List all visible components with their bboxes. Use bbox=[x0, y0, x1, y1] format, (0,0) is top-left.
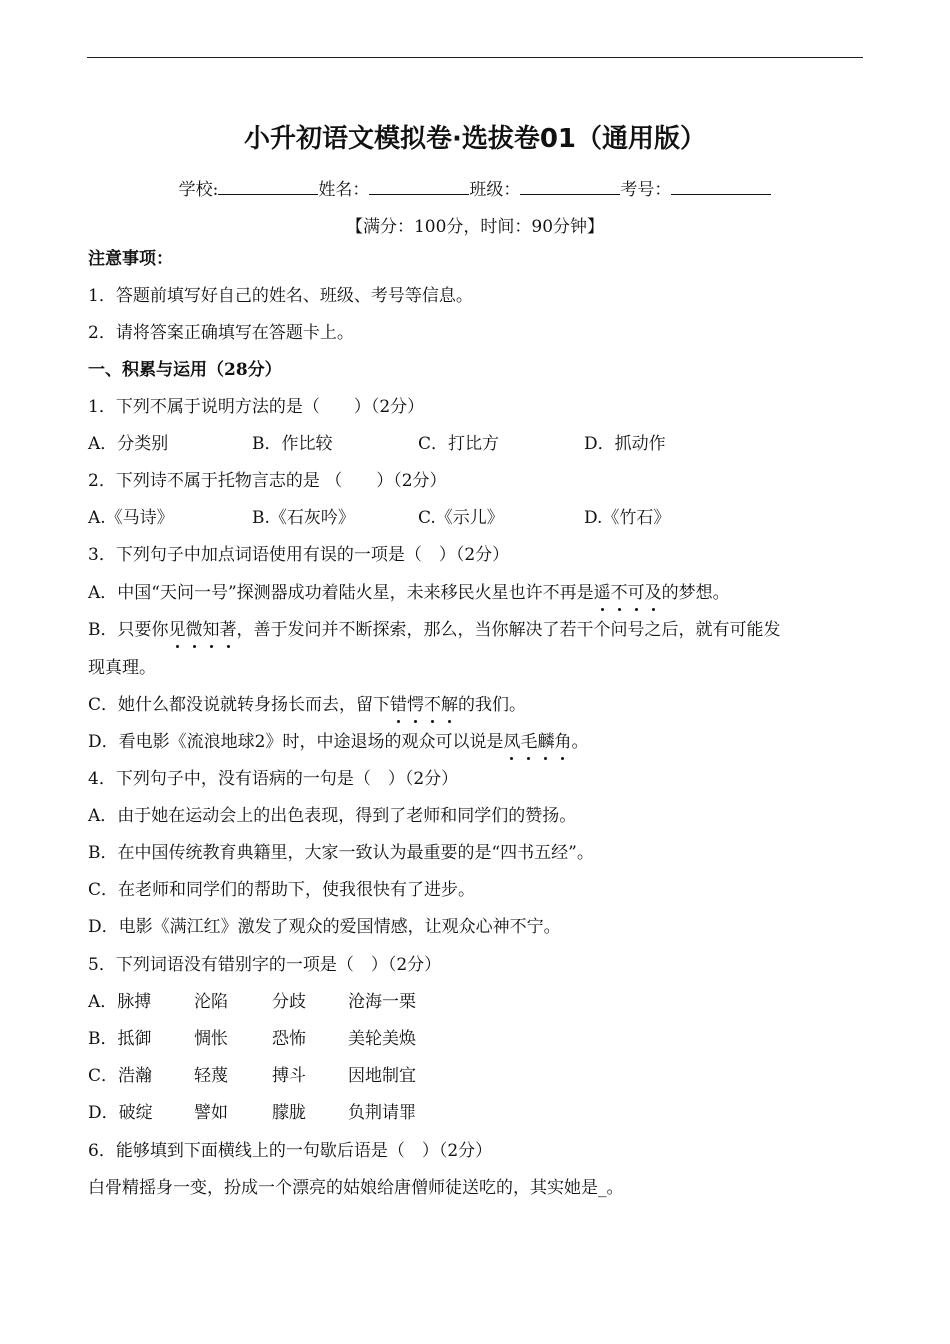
q5-d-word-2: 譬如 bbox=[194, 1103, 228, 1123]
header-rule bbox=[87, 57, 863, 58]
school-label: 学校: bbox=[178, 180, 219, 200]
emphasis-char-1: 遥 bbox=[593, 583, 611, 603]
emphasis-char-1: 凤 bbox=[503, 732, 521, 752]
q4-option-a[interactable]: A．由于她在运动会上的出色表现，得到了老师和同学们的赞扬。 bbox=[88, 806, 577, 826]
q2-option-a[interactable]: A.《马诗》 bbox=[88, 508, 174, 528]
q3-option-a[interactable] bbox=[88, 583, 730, 603]
q5-b-word-3: 恐怖 bbox=[272, 1029, 306, 1049]
exam-no-label: 考号： bbox=[620, 180, 672, 200]
q2-option-b[interactable]: B.《石灰吟》 bbox=[252, 508, 355, 528]
q5-d-word-3: 朦胧 bbox=[272, 1103, 306, 1123]
q4-option-c[interactable]: C．在老师和同学们的帮助下，使我很快有了进步。 bbox=[88, 880, 476, 900]
emphasis-char-3: 麟 bbox=[537, 732, 555, 752]
q5-b-word-2: 惆怅 bbox=[194, 1029, 228, 1049]
q3-option-b-cont: 现真理。 bbox=[88, 658, 156, 678]
emphasis-char-2: 不 bbox=[610, 583, 628, 603]
name-blank[interactable] bbox=[369, 178, 469, 195]
q5-stem: 5．下列词语没有错别字的一项是（ ）（2分） bbox=[88, 955, 442, 975]
q3-b-text: B．只要你 bbox=[88, 620, 169, 640]
q3-d-text-end: 。 bbox=[571, 732, 589, 752]
q3-d-dotted-word bbox=[503, 732, 571, 752]
class-blank[interactable] bbox=[520, 178, 620, 195]
emphasis-char-3: 不 bbox=[424, 695, 442, 715]
q5-a-word-2: 沦陷 bbox=[194, 992, 228, 1012]
q1-option-d[interactable]: D．抓动作 bbox=[584, 434, 666, 454]
q1-stem: 1．下列不属于说明方法的是（ ）（2分） bbox=[88, 397, 425, 417]
q5-c-word-2: 轻蔑 bbox=[194, 1066, 228, 1086]
q1-option-b[interactable]: B．作比较 bbox=[252, 434, 333, 454]
notice-item-1: 1．答题前填写好自己的姓名、班级、考号等信息。 bbox=[88, 286, 473, 306]
student-info-row bbox=[0, 175, 950, 200]
q3-c-text: C．她什么都没说就转身扬长而去，留下 bbox=[88, 695, 391, 715]
q4-option-d[interactable]: D．电影《满江红》激发了观众的爱国情感，让观众心神不宁。 bbox=[88, 917, 561, 937]
q5-c-word-3: 搏斗 bbox=[272, 1066, 306, 1086]
q1-option-c[interactable]: C．打比方 bbox=[418, 434, 500, 454]
emphasis-char-4: 角 bbox=[554, 732, 572, 752]
q5-b-word-1: B．抵御 bbox=[88, 1029, 152, 1049]
q3-option-c[interactable] bbox=[88, 695, 526, 715]
emphasis-char-3: 可 bbox=[627, 583, 645, 603]
exam-no-blank[interactable] bbox=[671, 178, 771, 195]
emphasis-char-2: 愕 bbox=[407, 695, 425, 715]
q3-a-dotted-word bbox=[594, 583, 662, 603]
emphasis-char-1: 错 bbox=[390, 695, 408, 715]
q4-stem: 4．下列句子中，没有语病的一句是（ ）（2分） bbox=[88, 769, 459, 789]
score-time: 【满分：100分，时间：90分钟】 bbox=[345, 217, 605, 237]
q3-b-dotted-word bbox=[169, 620, 237, 640]
emphasis-char-1: 见 bbox=[168, 620, 186, 640]
name-label: 姓名： bbox=[318, 180, 370, 200]
q2-option-d[interactable]: D.《竹石》 bbox=[584, 508, 671, 528]
class-label: 班级： bbox=[469, 180, 521, 200]
q6-text: 白骨精摇身一变，扮成一个漂亮的姑娘给唐僧师徒送吃的，其实她是_。 bbox=[88, 1178, 624, 1198]
q5-a-word-4: 沧海一栗 bbox=[348, 992, 416, 1012]
q3-option-b[interactable] bbox=[88, 620, 781, 640]
q3-d-text: D．看电影《流浪地球2》时，中途退场的观众可以说是 bbox=[88, 732, 504, 752]
q5-d-word-1: D．破绽 bbox=[88, 1103, 153, 1123]
q3-b-text-end: ，善于发问并不断探索，那么，当你解决了若干个问号之后，就有可能发 bbox=[236, 620, 781, 640]
q5-d-word-4: 负荆请罪 bbox=[348, 1103, 416, 1123]
q5-c-word-1: C．浩瀚 bbox=[88, 1066, 153, 1086]
school-blank[interactable] bbox=[218, 178, 318, 195]
q2-option-c[interactable]: C.《示儿》 bbox=[418, 508, 504, 528]
q1-option-a[interactable]: A．分类别 bbox=[88, 434, 169, 454]
q3-a-text: A．中国“天问一号”探测器成功着陆火星，未来移民火星也许不再是 bbox=[88, 583, 594, 603]
emphasis-char-4: 解 bbox=[441, 695, 459, 715]
emphasis-char-2: 微 bbox=[185, 620, 203, 640]
emphasis-char-3: 知 bbox=[202, 620, 220, 640]
q6-stem: 6．能够填到下面横线上的一句歇后语是（ ）（2分） bbox=[88, 1141, 493, 1161]
page-title: 小升初语文模拟卷·选拔卷01（通用版） bbox=[243, 124, 707, 154]
emphasis-char-4: 及 bbox=[644, 583, 662, 603]
q4-option-b[interactable]: B．在中国传统教育典籍里，大家一致认为最重要的是“四书五经”。 bbox=[88, 843, 594, 863]
q3-a-text-end: 的梦想。 bbox=[661, 583, 730, 603]
emphasis-char-2: 毛 bbox=[520, 732, 538, 752]
q3-option-d[interactable] bbox=[88, 732, 588, 752]
q5-a-word-1: A．脉搏 bbox=[88, 992, 152, 1012]
q5-a-word-3: 分歧 bbox=[272, 992, 306, 1012]
notice-item-2: 2．请将答案正确填写在答题卡上。 bbox=[88, 323, 354, 343]
q3-stem: 3．下列句子中加点词语使用有误的一项是（ ）（2分） bbox=[88, 545, 510, 565]
q2-stem: 2．下列诗不属于托物言志的是 （ ）（2分） bbox=[88, 471, 447, 491]
q5-b-word-4: 美轮美焕 bbox=[348, 1029, 416, 1049]
emphasis-char-4: 著 bbox=[219, 620, 237, 640]
q3-c-dotted-word bbox=[390, 695, 458, 715]
q3-c-text-end: 的我们。 bbox=[458, 695, 527, 715]
section-heading: 一、积累与运用（28分） bbox=[88, 360, 282, 380]
q5-c-word-4: 因地制宜 bbox=[348, 1066, 416, 1086]
notice-heading: 注意事项： bbox=[88, 249, 173, 269]
